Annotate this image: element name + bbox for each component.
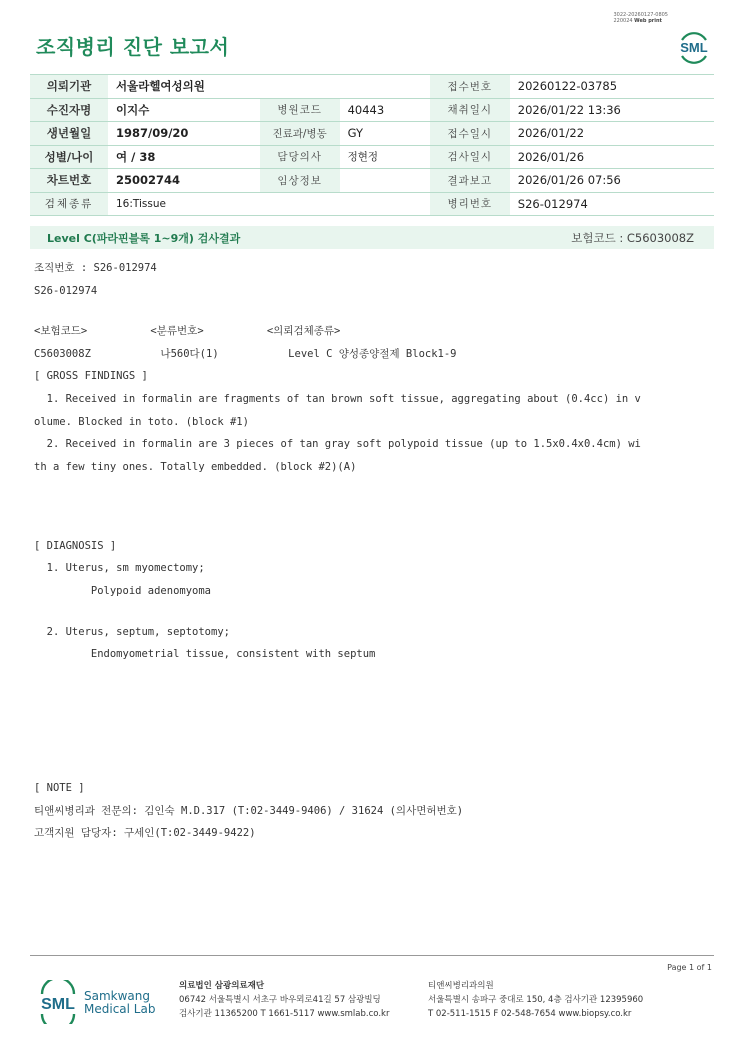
patient-info-table	[30, 74, 714, 216]
samkwang-logo-icon	[36, 980, 80, 1024]
info-label: 검체종류	[30, 192, 108, 216]
info-label: 병리번호	[430, 192, 510, 216]
footer-tnc-contact: T 02-511-1515 F 02-548-7654 www.biopsy.co.kr	[428, 1009, 632, 1019]
info-label: 채취일시	[430, 98, 510, 122]
diagnosis-2-detail: Endomyometrial tissue, consistent with septum	[34, 648, 376, 660]
footer-samkwang-address: 06742 서울특별시 서초구 바우뫼로41길 57 삼광빌딩	[179, 995, 381, 1005]
info-row	[30, 122, 714, 146]
info-value: 2026/01/22 13:36	[510, 98, 714, 122]
gross-finding-2: 2. Received in formalin are 3 pieces of tan gray soft polypoid tissue (up to 1.5x0.4x0.4cm) wi	[34, 438, 641, 450]
document-id-line1: 3022-20260127-0805	[613, 12, 668, 18]
info-row	[30, 145, 714, 169]
info-row	[30, 169, 714, 193]
brand-name	[84, 990, 155, 1016]
info-label: 의뢰기관	[30, 75, 108, 99]
brand-name-line2: Medical Lab	[84, 1002, 156, 1016]
tissue-number-line: 조직번호 : S26-012974	[34, 262, 157, 274]
info-label: 접수번호	[430, 75, 510, 99]
note-pathologist: 티앤씨병리과 전문의: 김인숙 M.D.317 (T:02-3449-9406) / 31624 (의사면허번호)	[34, 805, 464, 817]
info-value: 서울라헬여성의원	[108, 75, 430, 99]
info-value: S26-012974	[510, 192, 714, 216]
footer-samkwang-head: 의료법인 삼광의료재단	[179, 981, 265, 991]
footer-samkwang-info	[179, 979, 389, 1021]
info-value: 2026/01/26 07:56	[510, 169, 714, 193]
diagnosis-1-detail: Polypoid adenomyoma	[34, 585, 212, 597]
footer-tnc-info	[428, 979, 643, 1021]
info-row	[30, 75, 714, 99]
footer-divider	[30, 955, 714, 956]
info-label: 검사일시	[430, 145, 510, 169]
info-label: 생년월일	[30, 122, 108, 146]
info-label: 진료과/병동	[260, 122, 340, 146]
info-label: 결과보고	[430, 169, 510, 193]
sml-logo-icon	[674, 24, 714, 64]
info-value: 40443	[340, 98, 430, 122]
diagnosis-2: 2. Uterus, septum, septotomy;	[34, 626, 230, 638]
result-section-title: Level C(파라핀블록 1~9개) 검사결과	[47, 231, 241, 245]
info-label: 수진자명	[30, 98, 108, 122]
footer-tnc-head: 티앤씨병리과의원	[428, 981, 494, 991]
page-number: Page 1 of 1	[667, 963, 712, 972]
gross-finding-2-cont: th a few tiny ones. Totally embedded. (block #2)(A)	[34, 461, 357, 473]
report-title: 조직병리 진단 보고서	[36, 35, 230, 59]
info-value: 정현정	[340, 145, 430, 169]
info-label: 병원코드	[260, 98, 340, 122]
info-value: 2026/01/22	[510, 122, 714, 146]
info-value: 2026/01/26	[510, 145, 714, 169]
result-section-bar	[30, 226, 714, 249]
info-label: 접수일시	[430, 122, 510, 146]
gross-finding-1: 1. Received in formalin are fragments of tan brown soft tissue, aggregating about (0.4cc) in v	[34, 393, 641, 405]
diagnosis-1: 1. Uterus, sm myomectomy;	[34, 562, 205, 574]
brand-name-line1: Samkwang	[84, 989, 150, 1003]
document-id	[613, 12, 668, 24]
info-label: 임상정보	[260, 169, 340, 193]
sml-logo-text: SML	[680, 40, 708, 55]
samkwang-logo-text: SML	[41, 996, 75, 1013]
info-value: 16:Tissue	[108, 192, 430, 216]
codes-header: <보험코드> <분류번호> <의뢰검체종류>	[34, 325, 341, 337]
info-value	[340, 169, 430, 193]
footer-tnc-address: 서울특별시 송파구 중대로 150, 4층 검사기관 12395960	[428, 995, 644, 1005]
info-value: 이지수	[108, 98, 260, 122]
info-value: GY	[340, 122, 430, 146]
info-label: 담당의사	[260, 145, 340, 169]
info-label: 차트번호	[30, 169, 108, 193]
gross-finding-1-cont: olume. Blocked in toto. (block #1)	[34, 416, 249, 428]
info-row	[30, 98, 714, 122]
web-print-badge: Web print	[634, 18, 662, 24]
info-row	[30, 192, 714, 216]
document-id-line2: 220024	[613, 18, 633, 24]
insurance-code: 보험코드 : C5603008Z	[571, 230, 694, 245]
info-value: 1987/09/20	[108, 122, 260, 146]
diagnosis-title: [ DIAGNOSIS ]	[34, 540, 117, 552]
info-value: 25002744	[108, 169, 260, 193]
codes-values: C5603008Z 나560다(1) Level C 양성종양절제 Block1-9	[34, 348, 457, 360]
info-label: 성별/나이	[30, 145, 108, 169]
info-value: 여 / 38	[108, 145, 260, 169]
gross-findings-title: [ GROSS FINDINGS ]	[34, 370, 148, 382]
note-title: [ NOTE ]	[34, 782, 85, 794]
note-support: 고객지원 담당자: 구세인(T:02-3449-9422)	[34, 827, 256, 839]
tissue-number: S26-012974	[34, 285, 98, 297]
info-value: 20260122-03785	[510, 75, 714, 99]
footer-samkwang-contact: 검사기관 11365200 T 1661-5117 www.smlab.co.kr	[179, 1009, 390, 1019]
